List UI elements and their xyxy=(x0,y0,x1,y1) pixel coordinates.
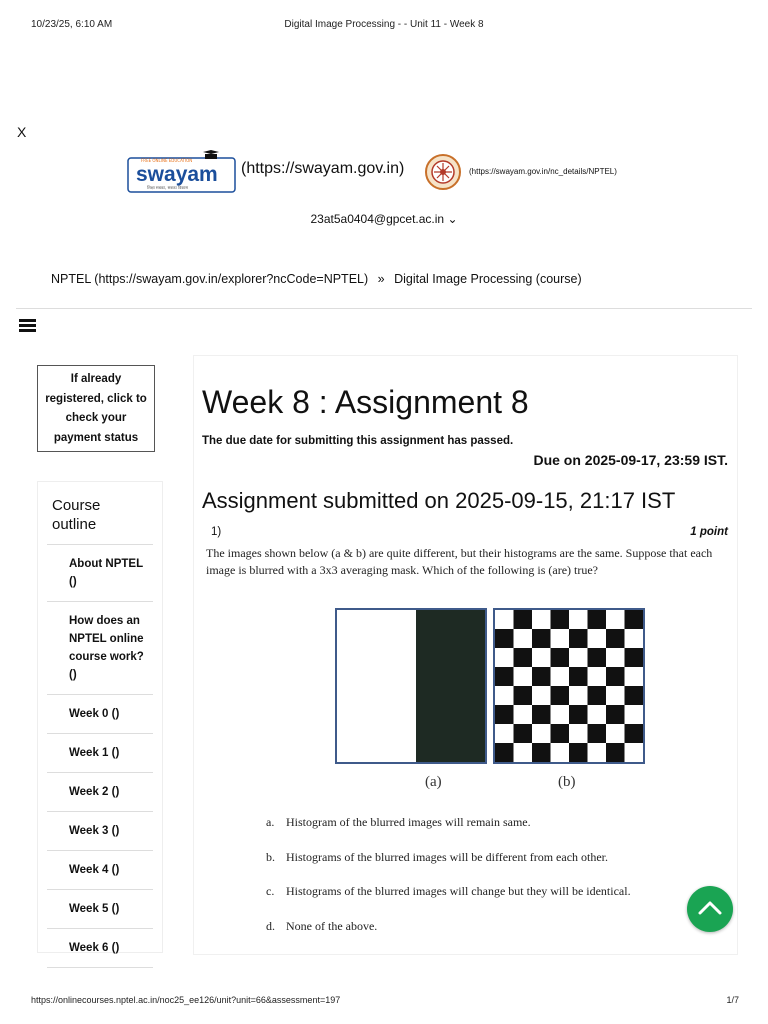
print-footer xyxy=(0,995,768,1009)
outline-item-week-6[interactable]: Week 6 () xyxy=(47,929,153,968)
hamburger-icon[interactable] xyxy=(19,319,36,333)
question-text: The images shown below (a & b) are quite different, but their histograms are the same. Suppose that each image is blurred with a 3x3 averaging mask. Which of the following is (are) true? xyxy=(206,546,713,577)
figure-images xyxy=(334,606,646,766)
option-c[interactable]: c. Histograms of the blurred images will change but they will be identical. xyxy=(266,884,631,898)
payment-status-button[interactable]: If already registered, click to check your payment status xyxy=(37,365,155,452)
figure-label-b: (b) xyxy=(558,774,576,790)
print-header xyxy=(0,19,768,33)
breadcrumb-separator: » xyxy=(377,272,385,286)
breadcrumb-current: Digital Image Processing (course) xyxy=(394,272,582,286)
figure-label-a: (a) xyxy=(425,774,442,790)
option-d[interactable]: d. None of the above. xyxy=(266,918,378,933)
option-b[interactable]: b. Histograms of the blurred images will be different from each other. xyxy=(266,849,609,864)
question-figure xyxy=(334,606,646,796)
print-page-number: 1/7 xyxy=(726,995,739,1005)
swayam-logo[interactable] xyxy=(127,150,237,194)
breadcrumb-nptel-link[interactable]: NPTEL (https://swayam.gov.in/explorer?ncCode=NPTEL) xyxy=(51,272,369,286)
due-date: Due on 2025-09-17, 23:59 IST. xyxy=(533,452,728,468)
breadcrumb xyxy=(51,272,582,286)
outline-item-about-nptel[interactable]: About NPTEL () xyxy=(47,545,153,602)
outline-item-week-0[interactable]: Week 0 () xyxy=(47,695,153,734)
nptel-logo[interactable] xyxy=(424,153,462,191)
chevron-down-icon: ⌄ xyxy=(447,212,458,226)
header-divider xyxy=(16,308,752,309)
outline-item-week-2[interactable]: Week 2 () xyxy=(47,773,153,812)
question-points: 1 point xyxy=(690,526,728,538)
course-outline-heading: Course outline xyxy=(47,482,153,545)
user-email: 23at5a0404@gpcet.ac.in xyxy=(310,212,445,226)
question-number: 1) xyxy=(211,526,222,538)
outline-item-week-5[interactable]: Week 5 () xyxy=(47,890,153,929)
user-menu[interactable] xyxy=(0,212,768,226)
swayam-logo-text: swayam xyxy=(136,163,218,186)
nptel-link[interactable]: (https://swayam.gov.in/nc_details/NPTEL) xyxy=(469,167,617,176)
outline-item-how-it-works[interactable]: How does an NPTEL online course work? () xyxy=(47,602,153,695)
swayam-tagline-top: FREE ONLINE EDUCATION xyxy=(141,158,193,163)
page-title: Week 8 : Assignment 8 xyxy=(202,384,529,420)
print-title: Digital Image Processing - - Unit 11 - Week 8 xyxy=(284,19,484,30)
chevron-up-icon xyxy=(687,886,733,932)
submission-status: Assignment submitted on 2025-09-15, 21:17 IST xyxy=(202,488,676,513)
course-outline xyxy=(37,481,163,953)
scroll-top-button[interactable] xyxy=(687,886,733,932)
close-button[interactable]: X xyxy=(17,124,27,140)
print-url: https://onlinecourses.nptel.ac.in/noc25_ee126/unit?unit=66&assessment=197 xyxy=(31,995,341,1005)
swayam-link[interactable]: (https://swayam.gov.in) xyxy=(241,160,405,177)
option-a[interactable]: a. Histogram of the blurred images will remain same. xyxy=(266,815,531,829)
outline-item-week-3[interactable]: Week 3 () xyxy=(47,812,153,851)
answer-options xyxy=(266,815,631,953)
swayam-tagline-bottom: शिक्षा सबका, सबका विकास xyxy=(147,185,189,190)
due-passed-notice: The due date for submitting this assignment has passed. xyxy=(202,435,514,447)
print-date: 10/23/25, 6:10 AM xyxy=(31,19,113,30)
outline-item-week-4[interactable]: Week 4 () xyxy=(47,851,153,890)
outline-item-week-1[interactable]: Week 1 () xyxy=(47,734,153,773)
